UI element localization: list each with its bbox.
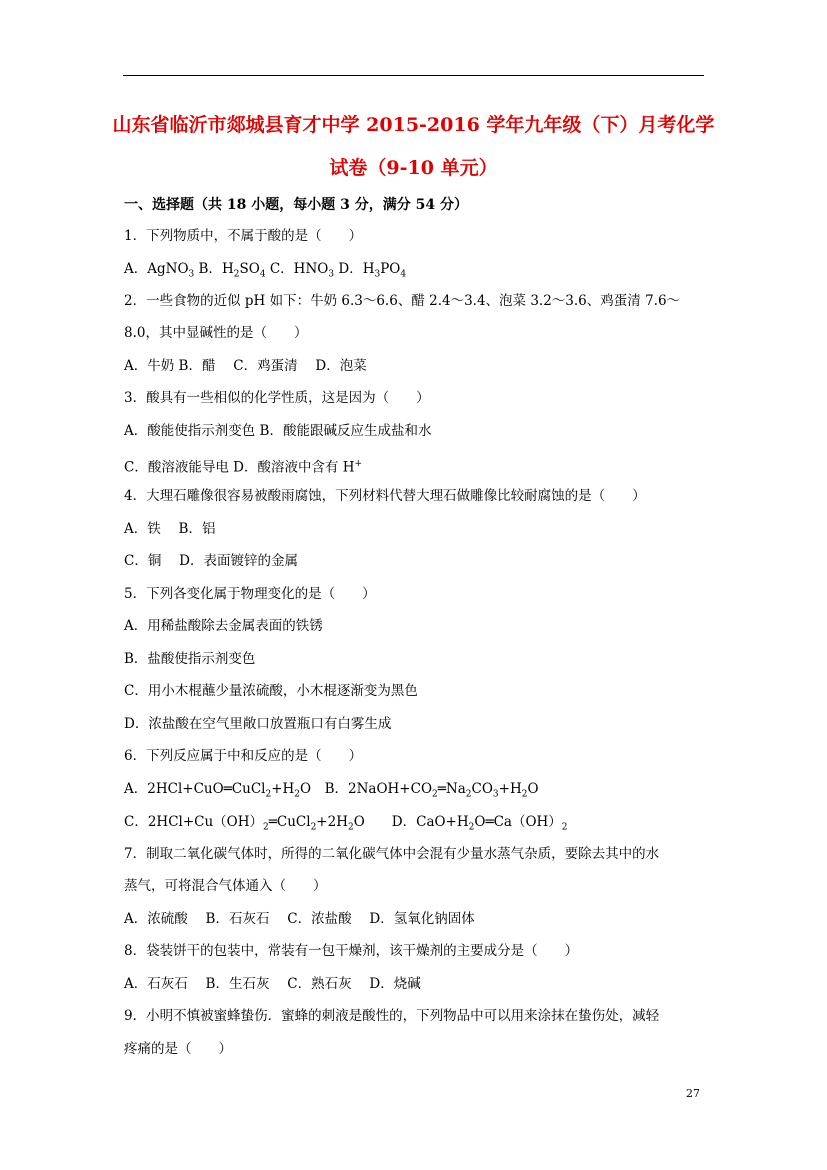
question-6-stem: 6．下列反应属于中和反应的是（ ） <box>124 748 363 764</box>
question-8-stem: 8．袋装饼干的包装中，常装有一包干燥剂，该干燥剂的主要成分是（ ） <box>124 943 579 959</box>
document-title-line1: 山东省临沂市郯城县育才中学 2015-2016 学年九年级（下）月考化学 <box>112 114 715 136</box>
question-5-option-b: B．盐酸使指示剂变色 <box>124 651 256 667</box>
question-7-options: A．浓硫酸 B．石灰石 C．浓盐酸 D．氢氧化钠固体 <box>124 911 475 927</box>
question-3-option-c-text: C．酸溶液能导电 D．酸溶液中含有 H <box>124 459 355 476</box>
section-heading: 一、选择题（共 18 小题，每小题 3 分，满分 54 分） <box>124 197 468 213</box>
question-1-options: A．AgNO$_3$ B．$H_2SO_4$ C．$HNO_3$ D．$H_3PO_4$ <box>124 261 407 280</box>
question-5-stem: 5．下列各变化属于物理变化的是（ ） <box>124 586 376 602</box>
question-9-stem-line1: 9．小明不慎被蜜蜂蛰伤．蜜蜂的刺液是酸性的，下列物品中可以用来涂抹在蛰伤处，减轻 <box>124 1008 660 1024</box>
question-3-stem: 3．酸具有一些相似的化学性质，这是因为（ ） <box>124 390 430 406</box>
question-2-stem-line1: 2．一些食物的近似 pH 如下：牛奶 6.3～6.6、醋 2.4～3.4、泡菜 3.2～3.6、鸡蛋清 7.6～ <box>124 293 681 309</box>
header-rule <box>123 75 704 76</box>
question-7-stem-line1: 7．制取二氧化碳气体时，所得的二氧化碳气体中会混有少量水蒸气杂质，要除去其中的水 <box>124 846 660 862</box>
question-5-option-c: C．用小木棍蘸少量浓硫酸，小木棍逐渐变为黑色 <box>124 683 418 699</box>
question-4-options-cd: C．铜 D．表面镀锌的金属 <box>124 553 298 569</box>
question-6-options-cd: C．$2HCl+Cu(OH)_2═CuCl_2+2H_2O$ D．$CaO+H_2O═Ca(OH)_2$ <box>124 814 568 833</box>
question-1-stem: 1．下列物质中，不属于酸的是（ ） <box>124 228 363 244</box>
question-4-stem: 4．大理石雕像很容易被酸雨腐蚀，下列材料代替大理石做雕像比较耐腐蚀的是（ ） <box>124 488 646 504</box>
question-8-options: A．石灰石 B．生石灰 C．熟石灰 D．烧碱 <box>124 976 421 992</box>
question-2-stem-line2: 8.0，其中显碱性的是（ ） <box>124 325 308 341</box>
question-9-stem-line2: 疼痛的是（ ） <box>124 1041 232 1057</box>
page-number: 27 <box>686 1087 700 1100</box>
question-5-option-a: A．用稀盐酸除去金属表面的铁锈 <box>124 618 323 634</box>
question-3-options-cd: C．酸溶液能导电 D．酸溶液中含有 H+ <box>124 459 363 476</box>
question-7-stem-line2: 蒸气，可将混合气体通入（ ） <box>124 878 327 894</box>
question-5-option-d: D．浓盐酸在空气里敞口放置瓶口有白雾生成 <box>124 716 392 732</box>
document-title-line2: 试卷（9-10 单元） <box>329 157 498 179</box>
question-4-options-ab: A．铁 B．铝 <box>124 521 216 537</box>
question-3-options-ab: A．酸能使指示剂变色 B．酸能跟碱反应生成盐和水 <box>124 423 432 439</box>
question-6-options-ab: A．$2HCl+CuO═CuCl_2+H_2O$ B．$2NaOH+CO_2═Na_2CO_3+H_2O$ <box>124 781 539 800</box>
question-2-options: A．牛奶 B．醋 C．鸡蛋清 D．泡菜 <box>124 358 367 374</box>
